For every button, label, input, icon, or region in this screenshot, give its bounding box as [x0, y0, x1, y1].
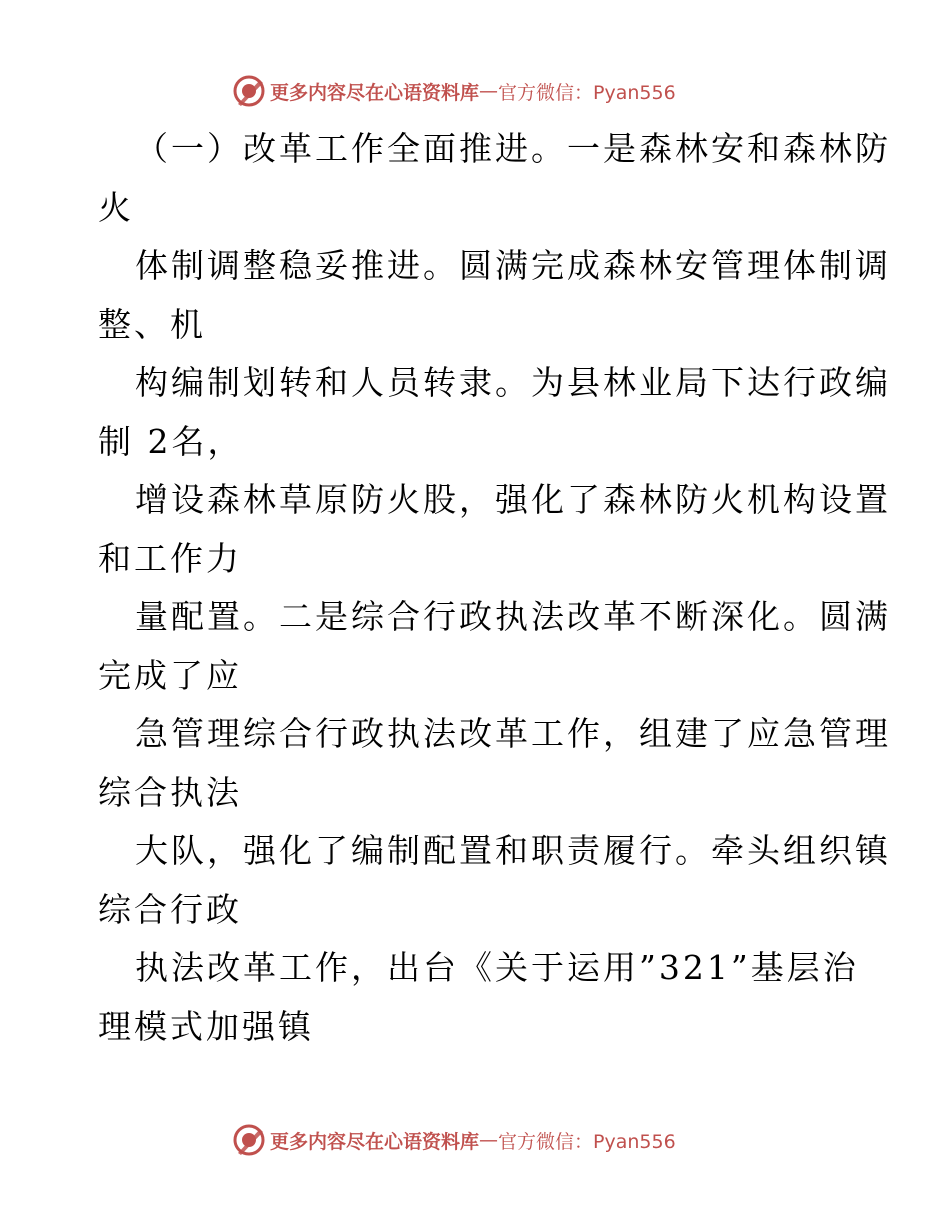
body-line: 和工作力	[98, 538, 242, 578]
body-line: 执法改革工作，出台《关于运用”321”基层治	[135, 948, 859, 987]
watermark-dash: —	[479, 1129, 499, 1151]
pen-logo-icon	[232, 1123, 266, 1157]
footer-watermark	[232, 1120, 676, 1160]
body-line: 构编制划转和人员转隶。为县林业局下达行政编	[135, 363, 891, 402]
body-line: 急管理综合行政执法改革工作，组建了应急管理	[135, 714, 891, 753]
body-line: （一）改革工作全面推进。一是森林安和森林防	[135, 129, 891, 168]
body-line: 理模式加强镇	[98, 1006, 314, 1046]
watermark-brand-text: 更多内容尽在心语资料库	[270, 81, 480, 104]
watermark-dash: —	[479, 80, 499, 102]
body-line: 增设森林草原防火股，强化了森林防火机构设置	[135, 480, 891, 519]
watermark-wechat-text: 官方微信：Pyan556	[498, 1130, 676, 1153]
body-line: 体制调整稳妥推进。圆满完成森林安管理体制调	[135, 246, 891, 285]
body-line: 大队，强化了编制配置和职责履行。牵头组织镇	[135, 831, 891, 870]
body-line: 整、机	[98, 304, 206, 344]
watermark-wechat-text: 官方微信：Pyan556	[498, 81, 676, 104]
watermark-brand-text: 更多内容尽在心语资料库	[270, 1130, 480, 1153]
header-watermark	[232, 71, 676, 111]
body-line: 火	[98, 187, 134, 227]
body-line: 综合执法	[98, 772, 242, 812]
body-line: 量配置。二是综合行政执法改革不断深化。圆满	[135, 597, 891, 636]
body-line: 综合行政	[98, 889, 242, 929]
document-body	[98, 120, 891, 1056]
body-line: 制 2名，	[98, 421, 244, 461]
pen-logo-icon	[232, 74, 266, 108]
body-line: 完成了应	[98, 655, 242, 695]
